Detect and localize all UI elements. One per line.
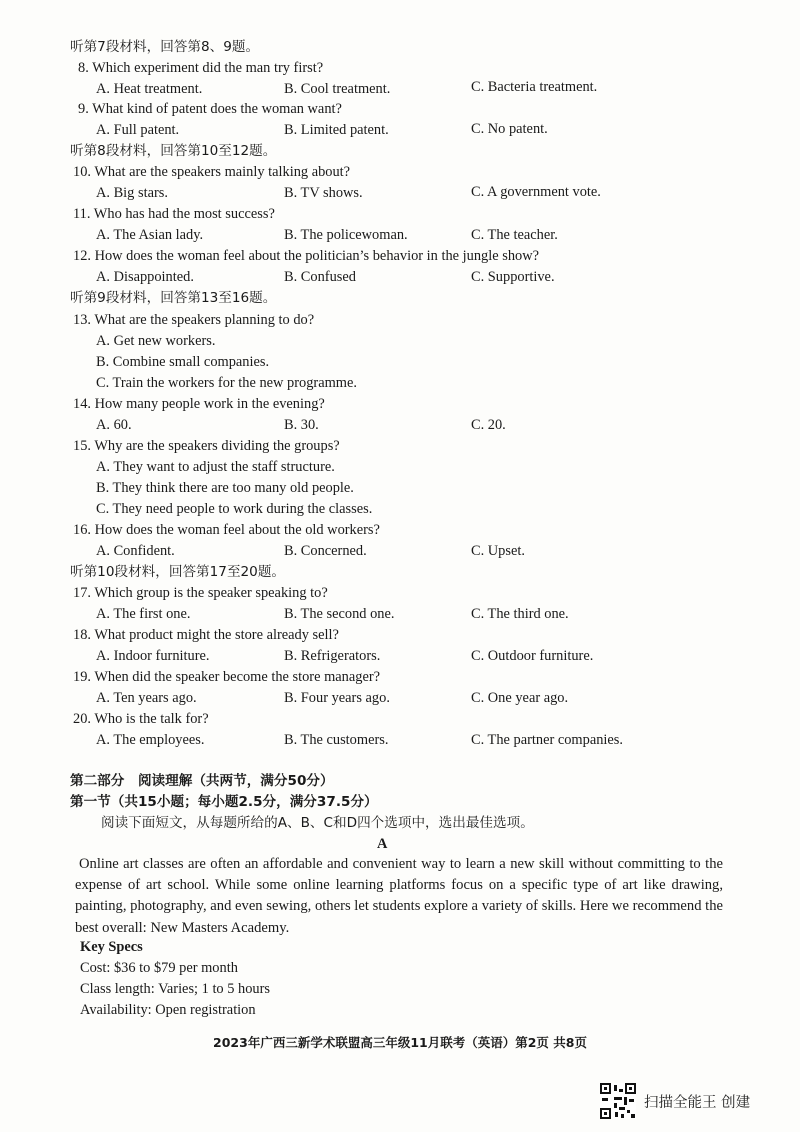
option-c: C. No patent.: [471, 121, 548, 137]
question-stem: 17. Which group is the speaker speaking to?: [73, 585, 328, 601]
section-header: 听第9段材料，回答第13至16题。: [70, 290, 277, 306]
option-c: C. The teacher.: [471, 227, 558, 243]
option-b: B. TV shows.: [284, 185, 363, 201]
option-c: C. The third one.: [471, 606, 569, 622]
spec-cost: Cost: $36 to $79 per month: [80, 960, 238, 976]
option-b: B. The customers.: [284, 732, 389, 748]
passage-label: A: [377, 836, 388, 852]
option-c: C. The partner companies.: [471, 732, 623, 748]
specs-title: Key Specs: [80, 939, 143, 955]
option-c: C. Train the workers for the new programme.: [96, 375, 357, 391]
option-b: B. Concerned.: [284, 543, 367, 559]
instruction-text: 阅读下面短文，从每题所给的A、B、C和D四个选项中，选出最佳选项。: [101, 815, 534, 831]
option-b: B. Refrigerators.: [284, 648, 381, 664]
option-b: B. 30.: [284, 417, 319, 433]
spec-class-length: Class length: Varies; 1 to 5 hours: [80, 981, 271, 997]
option-c: C. 20.: [471, 417, 506, 433]
part-title: 第二部分 阅读理解（共两节，满分50分）: [70, 773, 334, 789]
question-stem: 14. How many people work in the evening?: [73, 396, 325, 412]
option-b: B. Cool treatment.: [284, 81, 391, 97]
option-b: B. Four years ago.: [284, 690, 390, 706]
option-a: A. 60.: [96, 417, 132, 433]
section-title: 第一节（共15小题；每小题2.5分，满分37.5分）: [70, 794, 378, 810]
option-a: A. The first one.: [96, 606, 191, 622]
question-stem: 11. Who has had the most success?: [73, 206, 275, 222]
question-stem: 13. What are the speakers planning to do?: [73, 312, 315, 328]
option-a: A. Confident.: [96, 543, 175, 559]
option-a: A. Heat treatment.: [96, 81, 203, 97]
option-a: A. The Asian lady.: [96, 227, 204, 243]
option-a: A. Disappointed.: [96, 269, 194, 285]
question-stem: 8. Which experiment did the man try first?: [78, 60, 324, 76]
option-a: A. Ten years ago.: [96, 690, 197, 706]
question-stem: 18. What product might the store already sell?: [73, 627, 339, 643]
qr-code-icon: [600, 1083, 636, 1119]
option-b: B. Combine small companies.: [96, 354, 270, 370]
page-footer: 2023年广西三新学术联盟高三年级11月联考（英语）第2页 共8页: [213, 1035, 587, 1050]
option-b: B. Confused: [284, 269, 356, 285]
option-c: C. A government vote.: [471, 184, 601, 200]
option-b: B. The policewoman.: [284, 227, 408, 243]
option-c: C. Outdoor furniture.: [471, 648, 594, 664]
question-stem: 20. Who is the talk for?: [73, 711, 209, 727]
option-a: A. The employees.: [96, 732, 205, 748]
option-c: C. Bacteria treatment.: [471, 79, 598, 95]
option-a: A. Indoor furniture.: [96, 648, 210, 664]
option-c: C. Supportive.: [471, 269, 555, 285]
question-stem: 19. When did the speaker become the store manager?: [73, 669, 381, 685]
option-b: B. Limited patent.: [284, 122, 389, 138]
question-stem: 15. Why are the speakers dividing the groups?: [73, 438, 340, 454]
section-header: 听第8段材料，回答第10至12题。: [70, 143, 277, 159]
option-a: A. They want to adjust the staff structure.: [96, 459, 335, 475]
question-stem: 16. How does the woman feel about the old workers?: [73, 522, 380, 538]
watermark-text: 扫描全能王 创建: [644, 1094, 751, 1111]
passage-paragraph: Online art classes are often an affordable and convenient way to learn a new skill without committing to the expense of art school. While some online learning platforms focus on a specific type of art like drawing, painting, photography, and even sewing, others let students explore a variety of skills. Here we recommend the best overall: New Masters Academy.: [75, 856, 723, 936]
section-header: 听第10段材料，回答第17至20题。: [70, 564, 286, 580]
section-header: 听第7段材料，回答第8、9题。: [70, 39, 260, 55]
option-a: A. Big stars.: [96, 185, 168, 201]
option-b: B. They think there are too many old people.: [96, 480, 354, 496]
question-stem: 12. How does the woman feel about the politician’s behavior in the jungle show?: [73, 248, 539, 264]
option-a: A. Get new workers.: [96, 333, 216, 349]
scanner-watermark: [600, 1083, 750, 1119]
option-b: B. The second one.: [284, 606, 395, 622]
spec-availability: Availability: Open registration: [80, 1002, 256, 1018]
option-a: A. Full patent.: [96, 122, 180, 138]
option-c: C. They need people to work during the classes.: [96, 501, 373, 517]
question-stem: 9. What kind of patent does the woman want?: [78, 101, 342, 117]
option-c: C. One year ago.: [471, 690, 569, 706]
question-stem: 10. What are the speakers mainly talking about?: [73, 164, 351, 180]
option-c: C. Upset.: [471, 543, 525, 559]
